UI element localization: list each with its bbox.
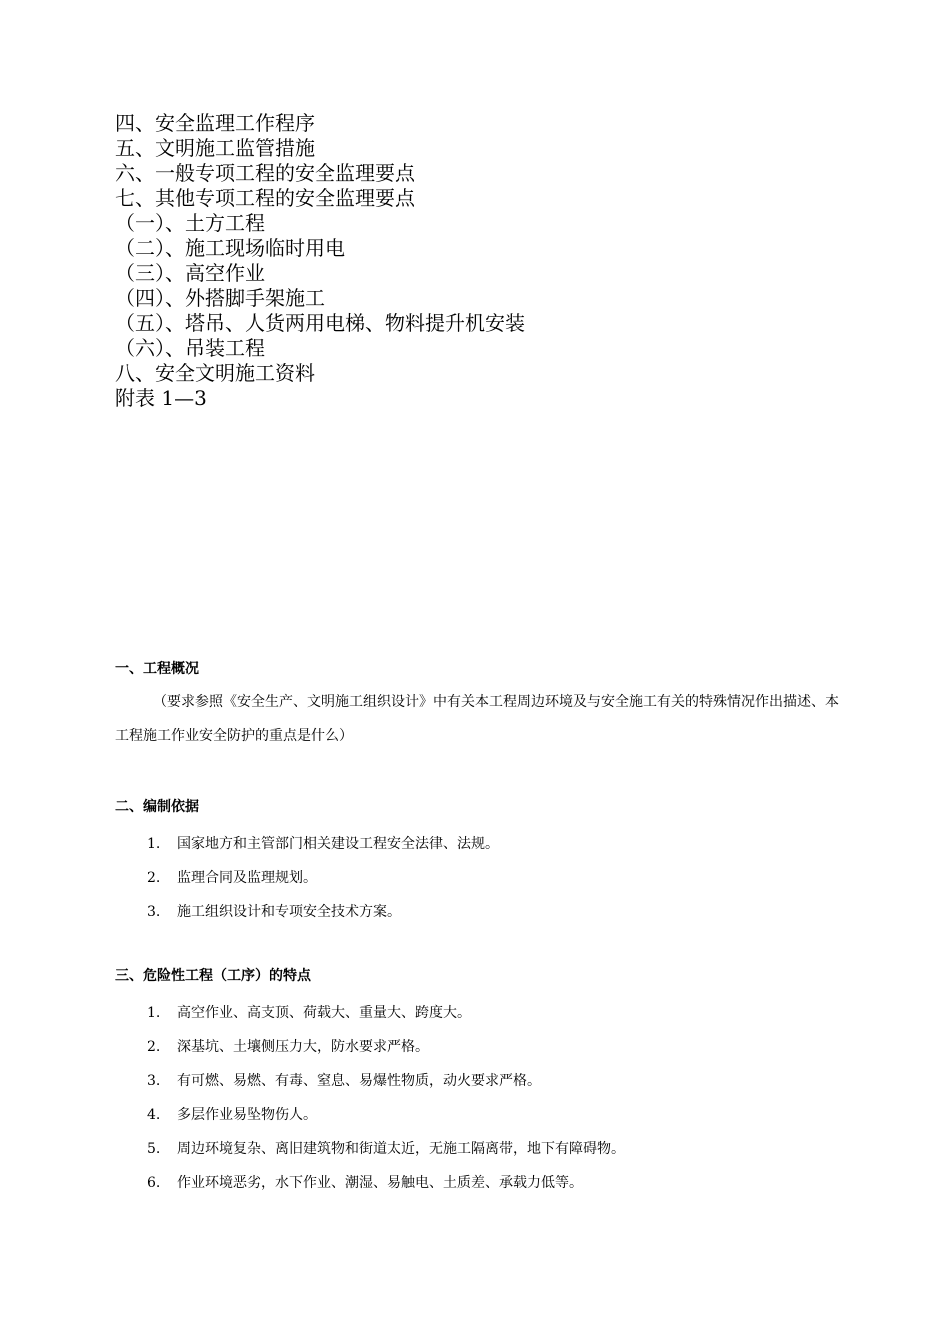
section-hazard-features [115,966,845,1200]
item-number: 3. [147,904,161,920]
item-number: 2. [147,870,161,886]
section-paragraph: （要求参照《安全生产、文明施工组织设计》中有关本工程周边环境及与安全施工有关的特殊情况作出描述、本工程施工作业安全防护的重点是什么） [115,694,839,744]
item-number: 4. [147,1107,161,1123]
item-text: 作业环境恶劣，水下作业、潮湿、易触电、土质差、承载力低等。 [177,1175,583,1191]
list-item [115,1132,845,1166]
item-number: 6. [147,1175,161,1191]
list-item [115,895,845,929]
item-text: 高空作业、高支顶、荷载大、重量大、跨度大。 [177,1005,471,1021]
toc-line: 八、安全文明施工资料 [115,361,315,385]
item-number: 3. [147,1073,161,1089]
toc-line: 四、安全监理工作程序 [115,111,315,135]
list-item [115,1098,845,1132]
toc-line: （五）、塔吊、人货两用电梯、物料提升机安装 [115,311,525,335]
item-text: 有可燃、易燃、有毒、窒息、易爆性物质，动火要求严格。 [177,1073,541,1089]
list-item [115,827,845,861]
toc-line: 五、文明施工监管措施 [115,136,315,160]
list-item [115,1030,845,1064]
list-item [115,1064,845,1098]
list-item [115,861,845,895]
table-of-contents [115,111,875,411]
item-number: 2. [147,1039,161,1055]
section-title: 一、工程概况 [115,661,199,677]
toc-line: 六、一般专项工程的安全监理要点 [115,161,415,185]
section-title: 三、危险性工程（工序）的特点 [115,968,311,984]
section-basis [115,797,845,929]
toc-line: （三）、高空作业 [115,261,265,285]
item-text: 监理合同及监理规划。 [177,870,317,886]
toc-line: （六）、吊装工程 [115,336,265,360]
toc-line: （四）、外搭脚手架施工 [115,286,325,310]
section-title: 二、编制依据 [115,799,199,815]
basis-list [115,827,845,929]
toc-line: （二）、施工现场临时用电 [115,236,345,260]
toc-line: 附表 1—3 [115,386,207,410]
item-text: 国家地方和主管部门相关建设工程安全法律、法规。 [177,836,499,852]
list-item [115,996,845,1030]
item-text: 施工组织设计和专项安全技术方案。 [177,904,401,920]
item-text: 周边环境复杂、离旧建筑物和街道太近，无施工隔离带，地下有障碍物。 [177,1141,625,1157]
item-number: 1. [147,836,161,852]
list-item [115,1166,845,1200]
hazard-list [115,996,845,1200]
item-text: 深基坑、土壤侧压力大，防水要求严格。 [177,1039,429,1055]
item-number: 1. [147,1005,161,1021]
toc-line: （一）、土方工程 [115,211,265,235]
item-text: 多层作业易坠物伤人。 [177,1107,317,1123]
item-number: 5. [147,1141,161,1157]
toc-line: 七、其他专项工程的安全监理要点 [115,186,415,210]
section-project-overview [115,659,845,753]
